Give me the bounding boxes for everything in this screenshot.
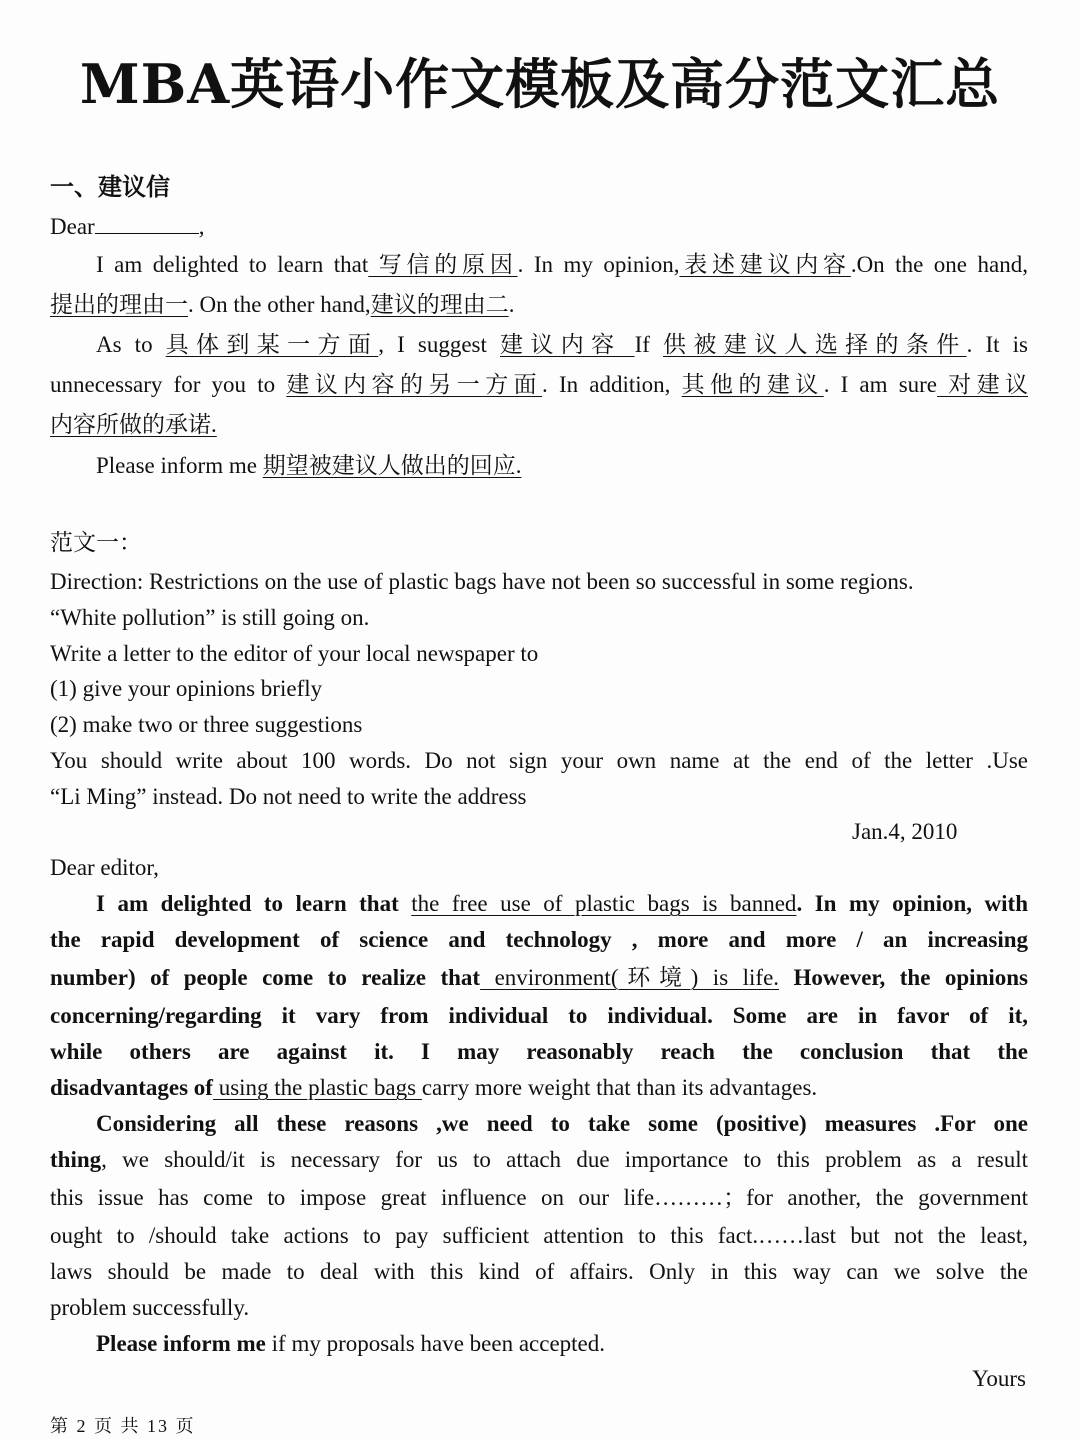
text-run: If xyxy=(634,332,663,357)
underlined-placeholder: 对建议 xyxy=(937,372,1029,397)
section-heading: 一、建议信 xyxy=(50,173,170,201)
text-run: . xyxy=(508,292,515,317)
letter-body-line: concerning/regarding it vary from individual to individual. Some are in favor of it, xyxy=(50,1003,1028,1028)
direction-line: “Li Ming” instead. Do not need to write the address xyxy=(50,784,527,809)
template-paragraph-2-line-2 xyxy=(50,370,1028,400)
direction-line: Direction: Restrictions on the use of plastic bags have not been so successful in some regions. xyxy=(50,569,914,594)
letter-body-line xyxy=(96,889,1028,919)
template-paragraph-1-line-1 xyxy=(96,250,1028,280)
underlined-placeholder: 建议内容 xyxy=(499,332,635,357)
direction-line: “White pollution” is still going on. xyxy=(50,605,370,630)
text-run: carry more weight that than its advantages. xyxy=(421,1075,818,1100)
underlined-placeholder: 其他的建议 xyxy=(681,372,824,397)
text-run: if my proposals have been accepted. xyxy=(265,1331,606,1356)
text-run: number) of people come to realize that xyxy=(50,965,481,990)
template-salutation xyxy=(50,212,1028,242)
text-run: I am delighted to learn that xyxy=(96,891,412,916)
name-blank xyxy=(95,213,199,234)
text-run: . On the other hand, xyxy=(188,292,371,317)
dear-comma: , xyxy=(198,214,205,239)
letter-salutation: Dear editor, xyxy=(50,855,159,880)
text-run: Please inform me xyxy=(96,1331,266,1356)
text-run: , we should/it is necessary for us to attach due importance to this problem as a result xyxy=(101,1147,1028,1172)
letter-body-line: while others are against it. I may reasonably reach the conclusion that the xyxy=(50,1039,1028,1064)
letter-date: Jan.4, 2010 xyxy=(852,819,958,844)
letter-body-line: the rapid development of science and technology , more and more / an increasing xyxy=(50,927,1028,952)
template-paragraph-2-line-1 xyxy=(96,330,1028,360)
template-paragraph-3 xyxy=(96,451,1028,481)
text-run: As to xyxy=(96,332,166,357)
underlined-placeholder: 提出的理由一 xyxy=(50,292,188,317)
page-title: MBA英语小作文模板及高分范文汇总 xyxy=(79,52,1001,116)
text-run: I am delighted to learn that xyxy=(96,252,369,277)
text-run: disadvantages of xyxy=(50,1075,213,1100)
text-run: .On the one hand, xyxy=(850,252,1028,277)
letter-body-line: this issue has come to impose great influence on our life………；for another, the government xyxy=(50,1185,1028,1210)
underlined-placeholder: 表述建议内容 xyxy=(679,252,851,277)
text-run: . I am sure xyxy=(823,372,938,397)
underlined-placeholder: 供被建议人选择的条件 xyxy=(663,332,967,357)
letter-body-line: problem successfully. xyxy=(50,1295,250,1320)
underlined-placeholder: 建议的理由二 xyxy=(370,292,509,317)
direction-line: (1) give your opinions briefly xyxy=(50,676,323,701)
letter-body-line: ought to /should take actions to pay sufficient attention to this fact.……last but not the least, xyxy=(50,1223,1028,1248)
letter-body-line: Considering all these reasons ,we need to take some (positive) measures .For one xyxy=(96,1111,1028,1136)
text-run: . In my opinion, with xyxy=(796,891,1028,916)
text-run: . In my opinion, xyxy=(517,252,680,277)
text-run: , I suggest xyxy=(378,332,500,357)
letter-body-line xyxy=(50,1073,1028,1103)
letter-body-line xyxy=(50,963,1028,993)
dear-text: Dear xyxy=(50,214,95,239)
text-run: Please inform me xyxy=(96,453,263,478)
underlined-placeholder: 写信的原因 xyxy=(368,252,518,277)
underlined-placeholder: 期望被建议人做出的回应. xyxy=(262,453,522,478)
underlined-phrase: environment(环境) is life. xyxy=(480,965,780,990)
underlined-placeholder: 建议内容的另一方面 xyxy=(286,372,543,397)
template-paragraph-2-line-3 xyxy=(50,410,1028,440)
underlined-placeholder: 具体到某一方面 xyxy=(165,332,379,357)
direction-line: You should write about 100 words. Do not sign your own name at the end of the letter .Use xyxy=(50,748,1028,773)
text-run: However, the opinions xyxy=(779,965,1029,990)
letter-body-line xyxy=(96,1329,1028,1359)
letter-body-line: laws should be made to deal with this kind of affairs. Only in this way can we solve the xyxy=(50,1259,1028,1284)
letter-body-line xyxy=(50,1145,1028,1175)
text-run: thing xyxy=(50,1147,102,1172)
page-footer: 第 2 页 共 13 页 xyxy=(50,1416,196,1436)
underlined-placeholder: 内容所做的承诺. xyxy=(50,412,217,437)
text-run: . It is xyxy=(966,332,1029,357)
underlined-phrase: the free use of plastic bags is banned xyxy=(411,891,797,916)
letter-closing: Yours xyxy=(972,1366,1026,1391)
direction-line: (2) make two or three suggestions xyxy=(50,712,363,737)
text-run: . In addition, xyxy=(542,372,682,397)
text-run: unnecessary for you to xyxy=(50,372,287,397)
direction-line: Write a letter to the editor of your local newspaper to xyxy=(50,641,539,666)
sample-label: 范文一： xyxy=(50,530,142,555)
template-paragraph-1-line-2 xyxy=(50,290,1028,320)
underlined-phrase: using the plastic bags xyxy=(212,1075,422,1100)
